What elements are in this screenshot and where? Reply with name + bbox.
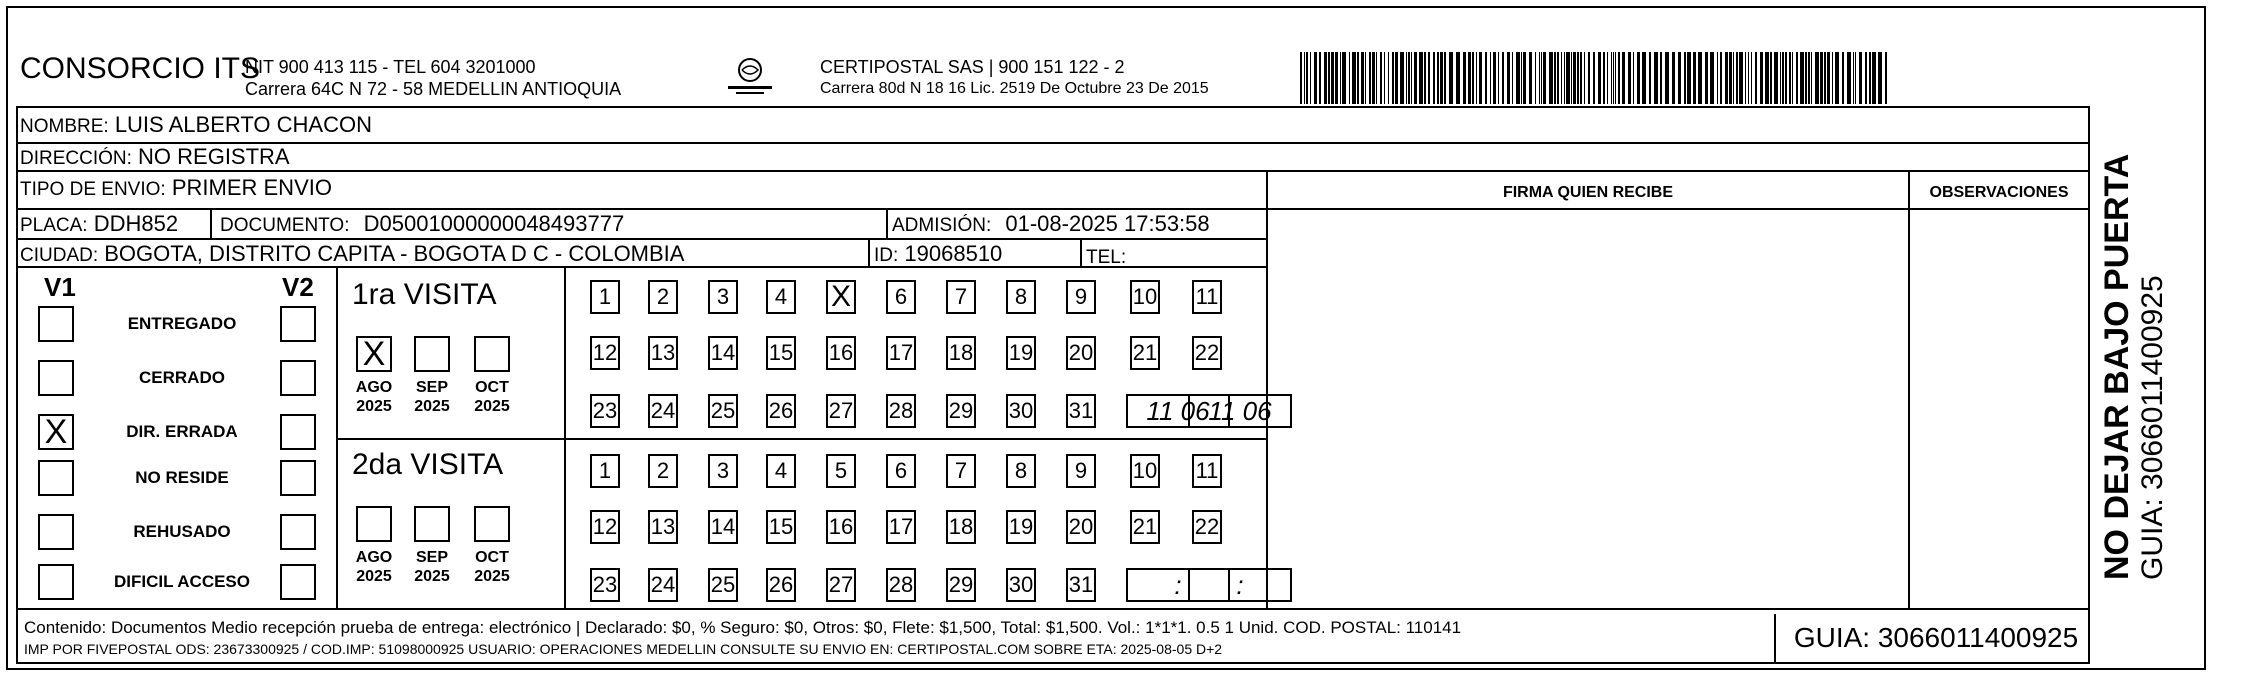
day-box[interactable]: 14	[708, 510, 738, 544]
day-box[interactable]: 30	[1006, 568, 1036, 602]
day-box[interactable]: 30	[1006, 394, 1036, 428]
side-guia-text: GUIA: 3066011400925	[2136, 275, 2169, 580]
status-label: DIFICIL ACCESO	[113, 572, 250, 591]
day-box[interactable]: 6	[886, 280, 916, 314]
day-box[interactable]: 4	[766, 454, 796, 488]
day-box[interactable]: 10	[1130, 280, 1160, 314]
day-box[interactable]: 29	[946, 394, 976, 428]
certipostal-info	[820, 56, 1209, 100]
day-box[interactable]: 23	[590, 394, 620, 428]
status-label: ENTREGADO	[127, 314, 237, 333]
day-box[interactable]: 17	[886, 336, 916, 370]
time-box[interactable]: 11 06	[1126, 394, 1230, 428]
documento-row	[220, 211, 624, 237]
day-box[interactable]: 20	[1066, 510, 1096, 544]
time-box[interactable]: 11 06	[1188, 394, 1292, 428]
day-box[interactable]: 21	[1130, 510, 1160, 544]
imp-line: IMP POR FIVEPOSTAL ODS: 23673300925 / COD.IMP: 51098000925 USUARIO: OPERACIONES MEDELLIN CONSULTE SU ENVIO EN: CERTIPOSTAL.COM SOBRE ETA: 2025-08-05 D+2	[24, 641, 1223, 657]
month-label: OCT 2025	[474, 549, 510, 585]
day-box[interactable]: 21	[1130, 336, 1160, 370]
tel-row	[1086, 243, 1126, 269]
guia-number: GUIA: 3066011400925	[1774, 614, 2096, 662]
day-box[interactable]: 8	[1006, 454, 1036, 488]
day-box[interactable]: 13	[648, 510, 678, 544]
month-label: AGO 2025	[355, 549, 393, 585]
divider	[886, 208, 888, 240]
company-info	[245, 56, 621, 100]
v1-checkbox[interactable]: X	[38, 414, 74, 450]
day-box[interactable]: 22	[1192, 336, 1222, 370]
nombre-value: LUIS ALBERTO CHACON	[114, 112, 372, 137]
day-box[interactable]: 20	[1066, 336, 1096, 370]
admision-row	[892, 211, 1210, 237]
day-box[interactable]: 16	[826, 510, 856, 544]
day-box[interactable]: 14	[708, 336, 738, 370]
day-box[interactable]: 18	[946, 510, 976, 544]
v2-checkbox[interactable]	[280, 564, 316, 600]
contenido-line: Contenido: Documentos Medio recepción prueba de entrega: electrónico | Declarado: $0, % Seguro: $0, Otros: $0, Flete: $1,500, Total: $1,500. Vol.: 1*1*1. 0.5 1 Unid. COD. POSTAL: 110141	[24, 618, 1462, 637]
day-box[interactable]: 13	[648, 336, 678, 370]
v1-label: V1	[44, 272, 76, 302]
nit-line: NIT 900 413 115 - TEL 604 3201000	[245, 57, 536, 77]
divider	[336, 438, 1266, 440]
divider	[16, 106, 18, 662]
day-box[interactable]: 27	[826, 394, 856, 428]
certipostal-line: CERTIPOSTAL SAS | 900 151 122 - 2	[820, 57, 1125, 77]
day-box[interactable]: 15	[766, 510, 796, 544]
license-line: Carrera 80d N 18 16 Lic. 2519 De Octubre 23 De 2015	[820, 80, 1209, 97]
v2-checkbox[interactable]	[280, 460, 316, 496]
day-box[interactable]: 2	[648, 454, 678, 488]
firma-header: FIRMA QUIEN RECIBE	[1502, 184, 1674, 201]
day-box[interactable]: 18	[946, 336, 976, 370]
tipo-row	[20, 175, 332, 201]
day-box[interactable]: 7	[946, 280, 976, 314]
id-value: 19068510	[904, 241, 1003, 266]
v1-checkbox[interactable]	[38, 360, 74, 396]
month-label: SEP 2025	[414, 549, 450, 585]
ciudad-value: BOGOTA, DISTRITO CAPITA - BOGOTA D C - COLOMBIA	[104, 241, 685, 266]
day-box[interactable]: 31	[1066, 394, 1096, 428]
day-box[interactable]: 2	[648, 280, 678, 314]
month-checkbox[interactable]	[414, 336, 450, 372]
month-label: OCT 2025	[474, 379, 510, 415]
day-box[interactable]: 10	[1130, 454, 1160, 488]
month-checkbox[interactable]: X	[356, 336, 392, 372]
tipo-value: PRIMER ENVIO	[171, 175, 332, 200]
day-box[interactable]: 19	[1006, 510, 1036, 544]
day-box[interactable]: 24	[648, 394, 678, 428]
v2-checkbox[interactable]	[280, 514, 316, 550]
month-label: SEP 2025	[414, 379, 450, 415]
month-checkbox[interactable]	[474, 336, 510, 372]
ciudad-row	[20, 241, 684, 267]
day-box[interactable]: 31	[1066, 568, 1096, 602]
tipo-label: TIPO DE ENVIO:	[20, 179, 166, 200]
time-box[interactable]: :	[1126, 568, 1230, 602]
day-box[interactable]: 11	[1192, 454, 1222, 488]
divider	[1080, 238, 1082, 268]
day-box[interactable]: 24	[648, 568, 678, 602]
month-checkbox[interactable]	[356, 506, 392, 542]
day-box[interactable]: 29	[946, 568, 976, 602]
day-box[interactable]: 19	[1006, 336, 1036, 370]
v1-checkbox[interactable]	[38, 460, 74, 496]
divider	[1908, 170, 1910, 608]
day-box[interactable]: 9	[1066, 280, 1096, 314]
v2-checkbox[interactable]	[280, 414, 316, 450]
time-box[interactable]: :	[1188, 568, 1292, 602]
status-label: REHUSADO	[133, 522, 231, 541]
v1-checkbox[interactable]	[38, 306, 74, 342]
month-label: AGO 2025	[355, 379, 393, 415]
divider	[564, 266, 566, 608]
second-visit-title: 2da VISITA	[352, 448, 504, 481]
day-box[interactable]: 11	[1192, 280, 1222, 314]
month-checkbox[interactable]	[474, 506, 510, 542]
admision-label: ADMISIÓN:	[892, 215, 992, 236]
divider	[16, 142, 2090, 144]
v2-label: V2	[282, 272, 314, 302]
status-label: CERRADO	[139, 368, 225, 387]
day-box[interactable]: 28	[886, 394, 916, 428]
nombre-label: NOMBRE:	[20, 116, 109, 137]
address-line: Carrera 64C N 72 - 58 MEDELLIN ANTIOQUIA	[245, 79, 622, 99]
tel-label: TEL:	[1086, 247, 1127, 268]
v1-checkbox[interactable]	[38, 564, 74, 600]
day-box[interactable]: 3	[708, 280, 738, 314]
no-dejar-text: NO DEJAR BAJO PUERTA	[2098, 153, 2136, 580]
day-box[interactable]: 22	[1192, 510, 1222, 544]
direccion-label: DIRECCIÓN:	[20, 148, 132, 169]
day-box[interactable]: 8	[1006, 280, 1036, 314]
v2-checkbox[interactable]	[280, 360, 316, 396]
divider	[16, 170, 2090, 172]
divider	[1266, 208, 2088, 210]
company-name: CONSORCIO ITS	[20, 52, 261, 85]
documento-label: DOCUMENTO:	[220, 215, 350, 236]
barcode	[1300, 52, 1890, 104]
divider	[868, 238, 870, 268]
v1-checkbox[interactable]	[38, 514, 74, 550]
placa-label: PLACA:	[20, 215, 88, 236]
day-box[interactable]: 1	[590, 280, 620, 314]
divider	[210, 208, 212, 240]
direccion-value: NO REGISTRA	[138, 144, 290, 169]
direccion-row	[20, 144, 290, 170]
divider	[16, 662, 2090, 664]
certipostal-logo	[722, 56, 778, 98]
day-box[interactable]: 6	[886, 454, 916, 488]
day-box[interactable]: 12	[590, 336, 620, 370]
day-box[interactable]: 26	[766, 568, 796, 602]
observaciones-header: OBSERVACIONES	[1929, 184, 2069, 201]
day-box[interactable]: 3	[708, 454, 738, 488]
placa-value: DDH852	[93, 211, 179, 236]
side-notice	[2098, 154, 2170, 580]
day-box[interactable]: 9	[1066, 454, 1096, 488]
day-box[interactable]: 12	[590, 510, 620, 544]
documento-value: D05001000000048493777	[363, 211, 625, 236]
day-box[interactable]: 28	[886, 568, 916, 602]
day-box[interactable]: X	[826, 280, 856, 314]
day-box[interactable]: 7	[946, 454, 976, 488]
divider	[2088, 106, 2090, 662]
status-label: NO RESIDE	[135, 468, 229, 487]
first-visit-title: 1ra VISITA	[352, 278, 497, 311]
day-box[interactable]: 25	[708, 394, 738, 428]
day-box[interactable]: 15	[766, 336, 796, 370]
day-box[interactable]: 5	[826, 454, 856, 488]
divider	[1266, 170, 1268, 608]
nombre-row	[20, 112, 372, 138]
divider	[336, 266, 338, 608]
placa-row	[20, 211, 178, 237]
day-box[interactable]: 23	[590, 568, 620, 602]
id-row	[874, 241, 1002, 267]
divider	[16, 106, 2090, 108]
day-box[interactable]: 1	[590, 454, 620, 488]
v2-checkbox[interactable]	[280, 306, 316, 342]
day-box[interactable]: 25	[708, 568, 738, 602]
status-label: DIR. ERRADA	[126, 422, 238, 441]
ciudad-label: CIUDAD:	[20, 245, 99, 266]
month-checkbox[interactable]	[414, 506, 450, 542]
day-box[interactable]: 17	[886, 510, 916, 544]
divider	[16, 608, 2090, 610]
day-box[interactable]: 16	[826, 336, 856, 370]
day-box[interactable]: 4	[766, 280, 796, 314]
day-box[interactable]: 27	[826, 568, 856, 602]
day-box[interactable]: 26	[766, 394, 796, 428]
id-label: ID:	[874, 245, 899, 266]
admision-value: 01-08-2025 17:53:58	[1005, 211, 1210, 236]
